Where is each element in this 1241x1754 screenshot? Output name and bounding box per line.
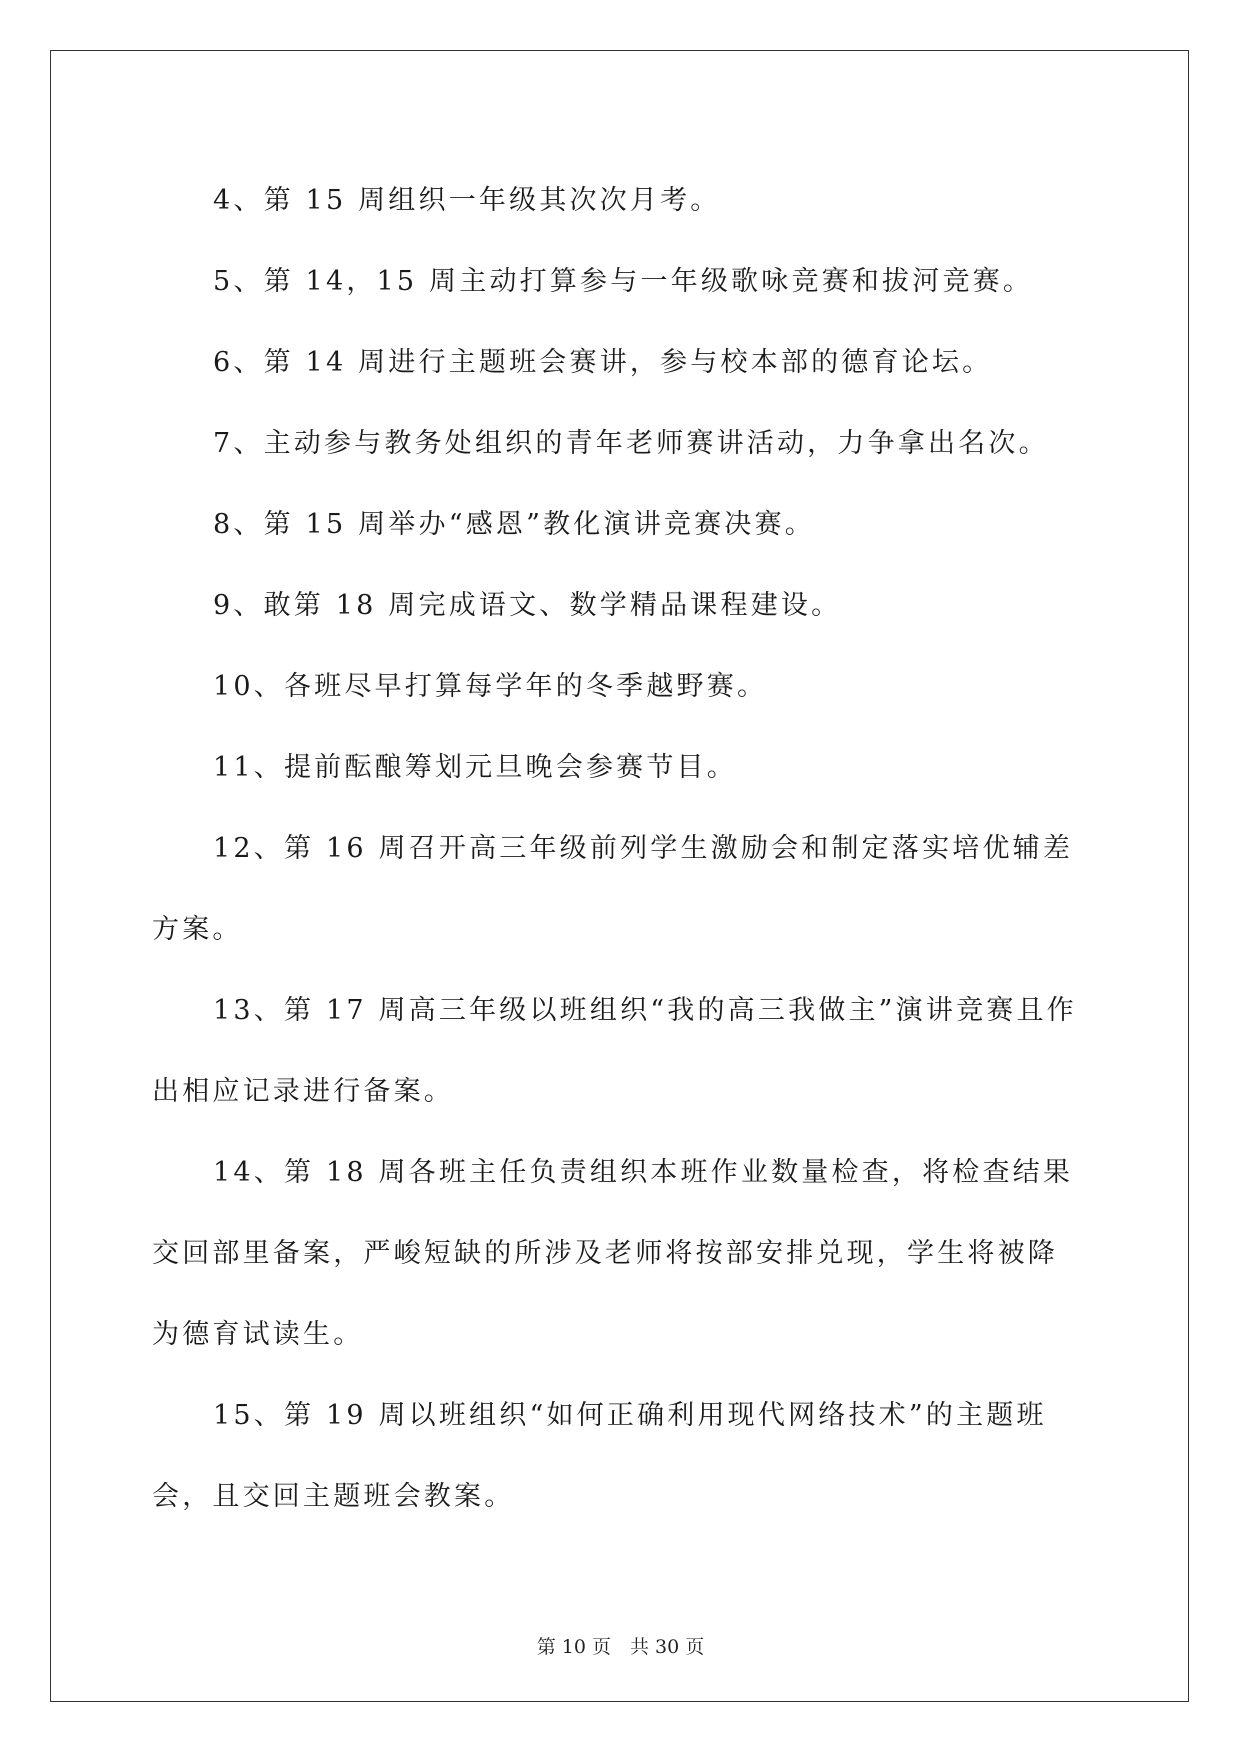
paragraph-item-15: 15、第 19 周以班组织“如何正确利用现代网络技术”的主题班会，且交回主题班会教案。 [152,1400,1047,1512]
paragraph-item-8: 8、第 15 周举办“感恩”教化演讲竞赛决赛。 [213,509,815,540]
paragraph-item-10: 10、各班尽早打算每学年的冬季越野赛。 [213,671,768,702]
paragraph-item-9: 9、敢第 18 周完成语文、数学精品课程建设。 [213,590,842,621]
paragraph-item-14: 14、第 18 周各班主任负责组织本班作业数量检查，将检查结果交回部里备案，严峻短缺的所涉及老师将按部安排兑现，学生将被降为德育试读生。 [152,1157,1074,1350]
paragraph-item-4: 4、第 15 周组织一年级其次次月考。 [213,185,721,216]
paragraph-item-5: 5、第 14，15 周主动打算参与一年级歌咏竞赛和拔河竞赛。 [213,266,1034,297]
paragraph-item-6: 6、第 14 周进行主题班会赛讲，参与校本部的德育论坛。 [213,347,993,378]
paragraph-item-12: 12、第 16 周召开高三年级前列学生激励会和制定落实培优辅差方案。 [152,833,1074,945]
paragraph-item-13: 13、第 17 周高三年级以班组织“我的高三我做主”演讲竞赛且作出相应记录进行备案。 [152,995,1077,1107]
paragraph-item-7: 7、主动参与教务处组织的青年老师赛讲活动，力争拿出名次。 [213,428,1049,459]
document-body [152,160,1087,1537]
page-number-footer: 第 10 页 共 30 页 [536,1636,705,1658]
paragraph-item-11: 11、提前酝酿筹划元旦晚会参赛节目。 [213,752,737,783]
